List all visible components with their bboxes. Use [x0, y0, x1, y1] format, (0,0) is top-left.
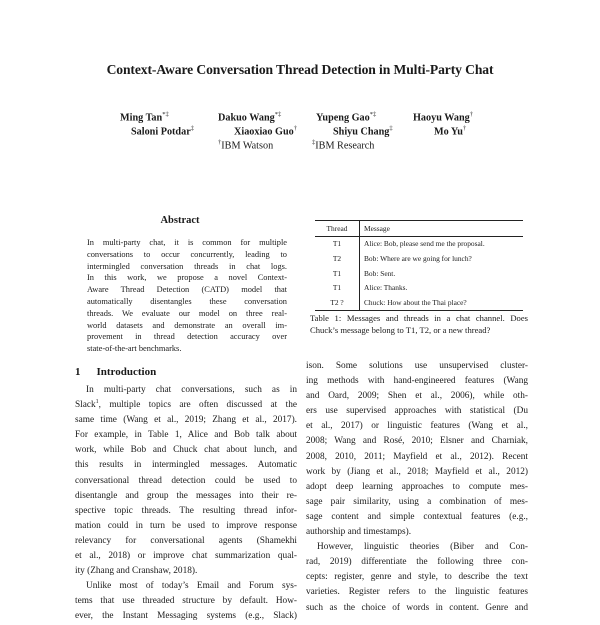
affiliation: †IBM Watson — [218, 139, 274, 152]
column-header-message: Message — [360, 221, 524, 237]
text-line: work, while Bob and Chuck chat about lunch, and — [75, 445, 297, 456]
table-row — [315, 280, 523, 295]
abstract-line: In multi-party chat, it is common for multiple — [87, 238, 287, 247]
table-header-row — [315, 221, 523, 237]
section-heading: 1 Introduction — [75, 366, 157, 378]
message-cell: Alice: Thanks. — [364, 283, 408, 293]
column-header-thread: Thread — [315, 221, 360, 237]
text-line: ever, the Instant Messaging systems (e.g., Slack) — [75, 611, 297, 622]
abstract-line: intermingled conversation threads in chat logs. — [87, 261, 287, 271]
table-row — [315, 295, 523, 310]
text-line: However, linguistic theories (Biber and Con- — [317, 542, 528, 553]
thread-cell: T1 — [315, 236, 360, 251]
thread-cell: T1 — [315, 266, 360, 281]
text-line: sage pair similarity, using a combination of mes- — [306, 496, 528, 507]
table-row — [315, 266, 523, 281]
text-line: spective topic threads. The resulting thread infor- — [75, 505, 297, 516]
author: Yupeng Gao*‡ — [316, 111, 377, 124]
message-cell: Alice: Bob, please send me the proposal. — [364, 239, 485, 249]
abstract-line: state-of-the-art benchmarks. — [87, 344, 182, 354]
text-line: Unlike most of today’s Email and Forum sys- — [86, 581, 297, 592]
abstract-body — [87, 237, 287, 355]
text-line: disentangle and group the messages into their re- — [75, 490, 297, 501]
abstract-line: Aware Thread Detection (CATD) model that — [87, 285, 287, 295]
author: Haoyu Wang† — [413, 111, 473, 124]
message-cell: Bob: Where are we going for lunch? — [364, 253, 472, 263]
text-line: work by (Jiang et al., 2018; Mayfield et al., 2012) — [306, 466, 528, 477]
text-line: ison. Some solutions use unsupervised cluster- — [306, 361, 528, 371]
paper-title: Context-Aware Conversation Thread Detection in Multi-Party Chat — [106, 62, 494, 77]
text-line: authorship and timestamps). — [306, 527, 412, 538]
author: Ming Tan*‡ — [120, 111, 169, 124]
text-line: such as the choice of words in content. Genre and — [306, 602, 528, 613]
text-line: cepts: register, genre and style, to describe the text — [306, 572, 528, 583]
text-line: For example, in Table 1, Alice and Bob talk about — [75, 430, 297, 441]
text-line: ity (Zhang and Cranshaw, 2018). — [75, 566, 198, 577]
text-line: In multi-party chat conversations, such as in — [86, 385, 297, 395]
author: Dakuo Wang*‡ — [218, 111, 282, 124]
abstract-line: threads. We evaluate our model on three real- — [87, 308, 287, 318]
text-line: same time (Wang et al., 2019; Zhang et al., 2017). — [75, 415, 297, 426]
messages-table — [315, 220, 523, 311]
abstract-line: provement in thread detection accuracy over — [87, 332, 287, 342]
footnote-marker: 1 — [95, 399, 99, 405]
text-line: this results in intermingled messages. Automatic — [75, 460, 297, 471]
author: Mo Yu† — [434, 125, 467, 138]
abstract-line: In this work, we propose a novel Context- — [87, 273, 287, 283]
text-line: ers use supervised approaches with statistical (Du — [306, 406, 528, 417]
thread-cell: T2 ? — [315, 295, 360, 310]
text-line: ing methods with hand-engineered features (Wang — [306, 376, 528, 387]
author: Saloni Potdar‡ — [131, 125, 194, 138]
text-line: Slack$^1$, multiple topics are often discussed at the — [75, 399, 297, 411]
left-column-text — [75, 383, 297, 625]
abstract-heading: Abstract — [160, 215, 200, 226]
text-line: mation could in turn be used to improve response — [75, 520, 297, 531]
text-line: 2008; Wang and Rosé, 2010; Elsner and Charniak, — [306, 436, 528, 447]
thread-cell: T1 — [315, 280, 360, 295]
text-line: rad, 2019) differentiate the following three con- — [306, 557, 528, 568]
text-line: and Oard, 2009; Shen et al., 2006), while oth- — [306, 391, 528, 402]
text-line: adopt deep learning approaches to compute mes- — [306, 481, 528, 492]
text-line: et al., 2018) or improve chat summarization qual- — [75, 551, 297, 562]
text-line: varieties. Register refers to the linguistic features — [306, 587, 528, 598]
affiliation: ‡IBM Research — [312, 139, 375, 152]
author: Xiaoxiao Guo† — [234, 125, 297, 138]
text-line: et al., 2017) or linguistic features (Wang et al., — [306, 421, 528, 432]
text-line: conversational thread detection could be used to — [75, 475, 297, 486]
text-line: tems that use threaded structure by default. How- — [75, 596, 297, 607]
right-column-text — [306, 359, 528, 616]
abstract-line: world datasets and demonstrate an overall im- — [87, 320, 287, 330]
abstract-line: conversations to occur concurrently, leading to — [87, 249, 287, 259]
message-cell: Chuck: How about the Thai place? — [360, 295, 524, 310]
table-row — [315, 236, 523, 251]
thread-cell: T2 — [315, 251, 360, 266]
abstract-line: automatically disentangles these conversation — [87, 296, 287, 306]
author: Shiyu Chang‡ — [333, 125, 393, 138]
text-line: sage content and simple contextual features (e.g., — [306, 511, 528, 522]
caption-line: Table 1: Messages and threads in a chat channel. Does — [310, 313, 528, 323]
table-row — [315, 251, 523, 266]
caption-line: Chuck’s message belong to T1, T2, or a new thread? — [310, 324, 491, 335]
text-line: relevancy for conversational agents (Shamekhi — [75, 535, 297, 546]
message-cell: Bob: Sent. — [364, 268, 396, 278]
text-line: 2008, 2010, 2011; Mayfield et al., 2012). Recent — [306, 451, 528, 462]
table-caption — [310, 313, 528, 337]
